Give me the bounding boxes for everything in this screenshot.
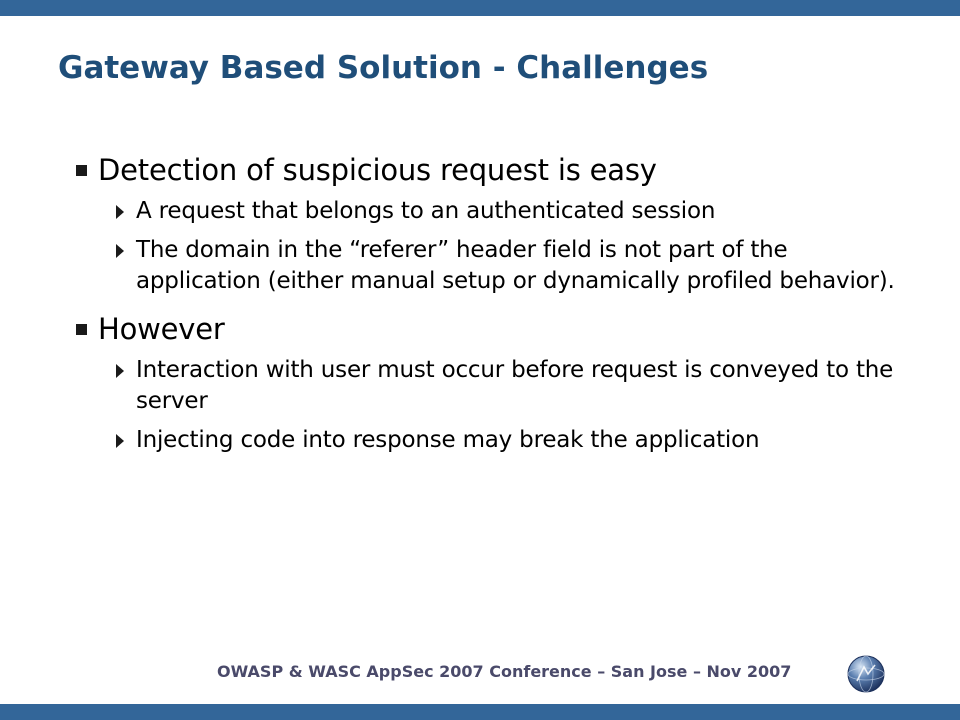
footer-text: OWASP & WASC AppSec 2007 Conference – San Jose – Nov 2007 [217, 662, 792, 681]
sub-bullet [114, 235, 906, 297]
slide-title: Gateway Based Solution - Challenges [58, 50, 709, 86]
square-bullet-icon [76, 165, 87, 176]
triangle-bullet-icon [116, 434, 124, 448]
triangle-bullet-icon [116, 205, 124, 219]
sub-bullet-text: Interaction with user must occur before request is conveyed to the server [136, 357, 894, 414]
globe-logo-icon [846, 654, 886, 694]
slide-content [76, 140, 906, 464]
triangle-bullet-icon [116, 244, 124, 258]
bullet-text: However [98, 312, 225, 346]
bullet-text: Detection of suspicious request is easy [98, 153, 657, 187]
sub-bullet [114, 355, 906, 417]
sub-bullet-text: Injecting code into response may break the application [136, 427, 760, 453]
sub-bullet-text: A request that belongs to an authenticated session [136, 198, 716, 224]
sub-bullet-text: The domain in the “referer” header field is not part of the application (either manual setup or dynamically profiled behavior). [136, 237, 895, 294]
top-accent-bar [0, 0, 960, 16]
square-bullet-icon [76, 324, 87, 335]
triangle-bullet-icon [116, 364, 124, 378]
bullet-however [76, 311, 906, 347]
bullet-detection [76, 152, 906, 188]
bottom-accent-bar [0, 704, 960, 720]
sub-bullet [114, 425, 906, 456]
sub-bullet [114, 196, 906, 227]
